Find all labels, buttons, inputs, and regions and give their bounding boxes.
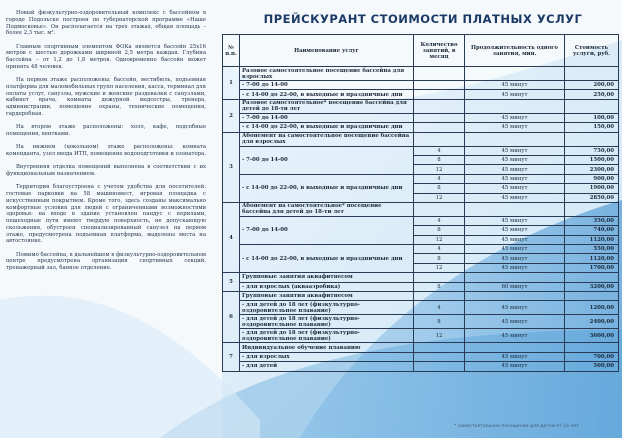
count: 12 xyxy=(414,165,465,174)
price: 1120,00 xyxy=(565,235,619,244)
service-name: - 7-00 до 14-00 xyxy=(240,146,414,174)
duration: 45 минут xyxy=(465,165,565,174)
table-row xyxy=(223,123,619,132)
price: 250,00 xyxy=(565,90,619,99)
table-row xyxy=(223,81,619,90)
service-name: Абонемент на самостоятельное посещение бассейна для взрослых xyxy=(240,132,414,146)
table-row xyxy=(223,362,619,371)
duration: 45 минут xyxy=(465,123,565,132)
duration: 45 минут xyxy=(465,193,565,202)
duration: 45 минут xyxy=(465,352,565,361)
price: 1700,00 xyxy=(565,263,619,272)
duration: 45 минут xyxy=(465,226,565,235)
price: 3600,00 xyxy=(565,329,619,343)
paragraph: Главным спортивным элементом ФОКа является бассейн 25х16 метров с шестью дорожками шириной 2,5 метра каждая. Глубина бассейна – от 1,2 до 1,8 метров. Одновременно бассейн может принять 48 человек. xyxy=(6,43,206,70)
row-num: 7 xyxy=(223,343,240,371)
header-name: Наименование услуг xyxy=(240,35,414,67)
duration: 45 минут xyxy=(465,155,565,164)
table-row xyxy=(223,273,619,282)
price: 900,00 xyxy=(565,174,619,183)
duration: 45 минут xyxy=(465,254,565,263)
paragraph: На нижнем (цокольном) этаже расположены: комната коменданта, узел ввода ИТП, помещение водоподготовки и озонатора. xyxy=(6,144,206,158)
table-row xyxy=(223,329,619,343)
count: 12 xyxy=(414,193,465,202)
table-row xyxy=(223,113,619,122)
header-num: № п.п. xyxy=(223,35,240,67)
service-name: - для детей xyxy=(240,362,414,371)
service-name: - для детей до 18 лет (физкультурно-оздоровительное плавание) xyxy=(240,301,414,315)
price: 1500,00 xyxy=(565,155,619,164)
duration: 45 минут xyxy=(465,301,565,315)
row-num: 3 xyxy=(223,132,240,202)
price: 2850,00 xyxy=(565,193,619,202)
table-row xyxy=(223,67,619,81)
paragraph: На втором этаже расположены: холл, кафе, подсобные помещения, вентками. xyxy=(6,124,206,137)
service-name: - с 14-00 до 22-00, в выходные и праздничные дни xyxy=(240,245,414,273)
row-num: 2 xyxy=(223,99,240,132)
service-name: - для взрослых (аквааэробика) xyxy=(240,282,414,291)
row-num: 6 xyxy=(223,292,240,343)
paragraph: Территория благоустроена с учетом удобства для посетителей: гостевые парковки на 58 машиномест, игровая площадка с искусственным покрытием. Кроме того, здесь созданы максимально комфортные условия для людей с ограниченными возможностями здоровья: на входе в здание установлен пандус с перилами, пешеходные пути имеют твердую поверхность, не допускающую скольжения, обустроен специализированный санузел на первом этаже, предусмотрена подъемная платформа, выделены места на автостоянке. xyxy=(6,184,206,245)
duration: 45 минут xyxy=(465,146,565,155)
duration: 45 минут xyxy=(465,216,565,225)
price: 150,00 xyxy=(565,123,619,132)
service-name: - для детей до 18 лет (физкультурно-оздоровительное плавание) xyxy=(240,329,414,343)
count: 12 xyxy=(414,235,465,244)
table-row xyxy=(223,99,619,113)
count: 4 xyxy=(414,216,465,225)
count: 8 xyxy=(414,226,465,235)
price: 100,00 xyxy=(565,113,619,122)
duration: 45 минут xyxy=(465,184,565,193)
row-num: 1 xyxy=(223,67,240,100)
service-name: - с 14-00 до 22-00, в выходные и праздничные дни xyxy=(240,174,414,202)
price: 550,00 xyxy=(565,245,619,254)
price: 1120,00 xyxy=(565,254,619,263)
description-text xyxy=(6,10,206,279)
count: 4 xyxy=(414,245,465,254)
row-num: 4 xyxy=(223,202,240,272)
row-num: 5 xyxy=(223,273,240,292)
count: 4 xyxy=(414,174,465,183)
table-row xyxy=(223,146,619,155)
table-row xyxy=(223,174,619,183)
service-name: - с 14-00 до 22-00, в выходные и праздничные дни xyxy=(240,123,414,132)
table-row xyxy=(223,343,619,352)
paragraph: На первом этаже расположены: бассейн, вестибюль, подъемная платформа для маломобильных групп населения, касса, терминал для оплаты услуг, санузлы, мужские и женские раздевалки с санузлами, кабинет врача, комнаты дежурной медсестры, тренера, администрации, помещение охраны, технические помещения, гардеробная. xyxy=(6,77,206,117)
header-count: Количество занятий, в месяц xyxy=(414,35,465,67)
duration: 45 минут xyxy=(465,329,565,343)
duration: 45 минут xyxy=(465,235,565,244)
paragraph: Новый физкультурно-оздоровительный комплекс с бассейном в городе Подольске построен по губернаторской программе «Наше Подмосковье». Он располагается на трех этажах, общая площадь – более 2,3 тыс. м². xyxy=(6,10,206,37)
price: 3200,00 xyxy=(565,282,619,291)
count: 12 xyxy=(414,329,465,343)
duration: 45 минут xyxy=(465,315,565,329)
table-row xyxy=(223,315,619,329)
price: 700,00 xyxy=(565,352,619,361)
service-name: Индивидуальное обучение плаванию xyxy=(240,343,414,352)
count: 8 xyxy=(414,315,465,329)
price: 2400,00 xyxy=(565,315,619,329)
count: 8 xyxy=(414,282,465,291)
table-header-row xyxy=(223,35,619,67)
footnote: * самостоятельное посещение для детей от 14 лет xyxy=(454,424,579,429)
service-name: - 7-00 до 14-00 xyxy=(240,81,414,90)
price: 350,00 xyxy=(565,216,619,225)
paragraph: Помимо бассейна, в дальнейшем в физкультурно-оздоровительном центре предусмотрена организация спортивных секций, тренажерный зал, банное отделение. xyxy=(6,251,206,272)
price: 2300,00 xyxy=(565,165,619,174)
price: 1900,00 xyxy=(565,184,619,193)
duration: 45 минут xyxy=(465,174,565,183)
duration: 45 минут xyxy=(465,113,565,122)
header-duration: Продолжительность одного занятия, мин. xyxy=(465,35,565,67)
duration: 45 минут xyxy=(465,362,565,371)
service-name: - для взрослых xyxy=(240,352,414,361)
duration: 45 минут xyxy=(465,245,565,254)
duration: 45 минут xyxy=(465,263,565,272)
service-name: Групповые занятия аквафитнесом xyxy=(240,292,414,301)
duration: 45 минут xyxy=(465,81,565,90)
duration: 60 минут xyxy=(465,282,565,291)
price: 740,00 xyxy=(565,226,619,235)
service-name: Разовое самостоятельное посещение бассейна для взрослых xyxy=(240,67,414,81)
table-row xyxy=(223,352,619,361)
count: 4 xyxy=(414,146,465,155)
service-name: - для детей до 18 лет (физкультурно-оздоровительное плавание) xyxy=(240,315,414,329)
count: 8 xyxy=(414,254,465,263)
table-row xyxy=(223,216,619,225)
paragraph: Внутренняя отделка помещений выполнена в соответствии с их функциональным назначением. xyxy=(6,164,206,178)
service-name: - с 14-00 до 22-00, в выходные и праздничные дни xyxy=(240,90,414,99)
service-name: Абонемент на самостоятельное* посещение бассейна для детей до 18-ти лет xyxy=(240,202,414,216)
service-name: - 7-00 до 14-00 xyxy=(240,113,414,122)
header-price: Стоимость услуги, руб. xyxy=(565,35,619,67)
table-row xyxy=(223,245,619,254)
count: 8 xyxy=(414,155,465,164)
price: 200,00 xyxy=(565,81,619,90)
table-row xyxy=(223,292,619,301)
table-row xyxy=(223,132,619,146)
price-table xyxy=(222,34,619,372)
service-name: - 7-00 до 14-00 xyxy=(240,216,414,244)
service-name: Разовое самостоятельное* посещение бассейна для детей до 18-ти лет xyxy=(240,99,414,113)
service-name: Групповые занятия аквафитнесом xyxy=(240,273,414,282)
table-row xyxy=(223,282,619,291)
count: 8 xyxy=(414,184,465,193)
table-row xyxy=(223,202,619,216)
table-row xyxy=(223,301,619,315)
price: 1200,00 xyxy=(565,301,619,315)
price: 500,00 xyxy=(565,362,619,371)
page-title: ПРЕЙСКУРАНТ СТОИМОСТИ ПЛАТНЫХ УСЛУГ xyxy=(263,12,583,26)
count: 12 xyxy=(414,263,465,272)
table-row xyxy=(223,90,619,99)
count: 4 xyxy=(414,301,465,315)
duration: 45 минут xyxy=(465,90,565,99)
price: 750,00 xyxy=(565,146,619,155)
